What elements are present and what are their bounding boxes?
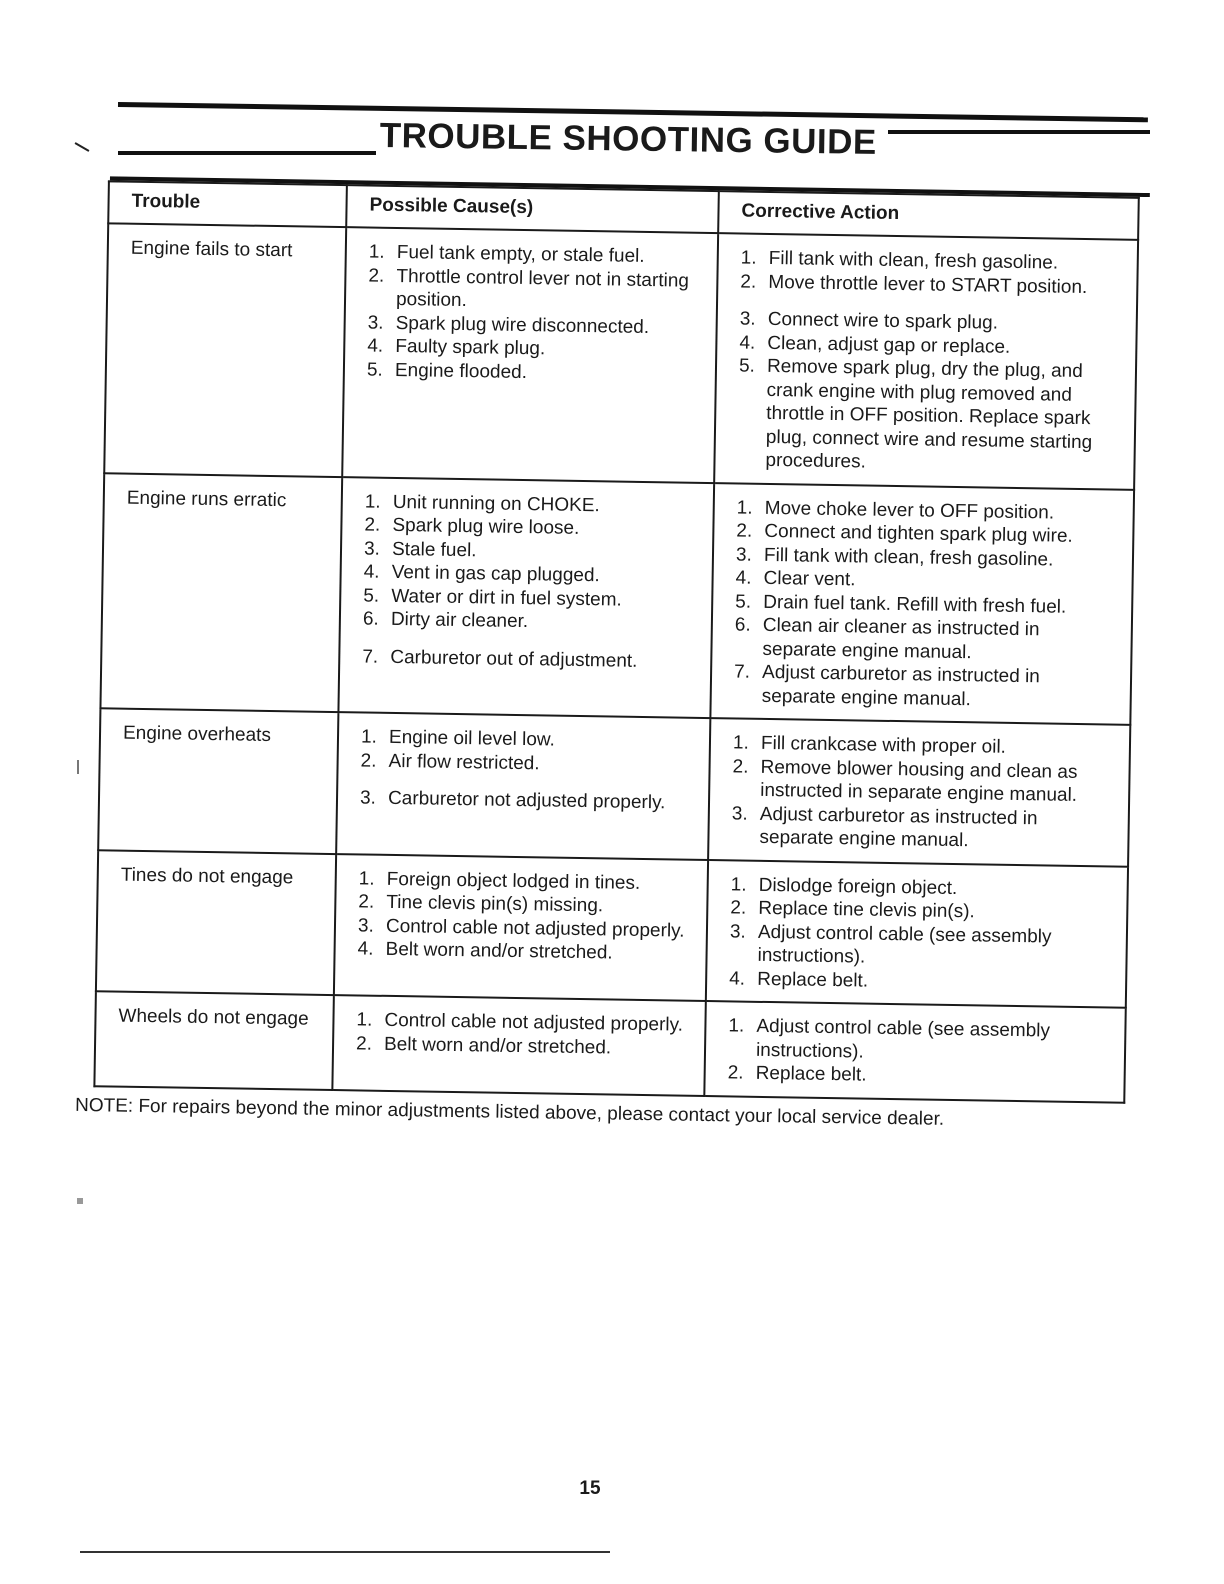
list-item: Belt worn and/or stretched. [385, 938, 613, 964]
scan-mark [75, 142, 90, 152]
list-item: Air flow restricted. [388, 750, 540, 774]
list-item: Replace belt. [757, 968, 869, 992]
list-item: Spark plug wire loose. [392, 514, 580, 539]
table-row [104, 223, 1138, 489]
causes-list [367, 241, 703, 387]
actions-cell [706, 860, 1128, 1008]
actions-list [737, 246, 1123, 478]
list-item: Clean, adjust gap or replace. [767, 332, 1011, 358]
causes-cell [342, 227, 718, 482]
causes-list [357, 867, 692, 966]
title-rule-left [118, 151, 376, 155]
title-rule-right [888, 130, 1150, 134]
actions-cell [704, 1001, 1125, 1102]
list-item: Unit running on CHOKE. [392, 491, 600, 516]
causes-list [360, 725, 695, 815]
causes-cell [338, 477, 714, 718]
list-item: Throttle control lever not in starting position. [395, 265, 690, 312]
list-item: Adjust carburetor as instructed in separate engine manual. [761, 661, 1040, 710]
header-trouble: Trouble [108, 181, 347, 227]
table-row [94, 991, 1125, 1102]
trouble-cell: Engine runs erratic [100, 473, 342, 712]
list-item: Control cable not adjusted properly. [384, 1009, 684, 1036]
list-item: Fill crankcase with proper oil. [760, 732, 1007, 758]
list-item: Move choke lever to OFF position. [764, 497, 1055, 524]
trouble-shooting-section [73, 176, 1128, 1133]
list-item: Remove spark plug, dry the plug, and crank engine with plug removed and throttle in OFF position. Replace spark plug, connect wire and resume starting procedures. [765, 355, 1093, 473]
list-item: Belt worn and/or stretched. [383, 1033, 612, 1059]
list-item: Stale fuel. [391, 538, 477, 561]
list-item: Carburetor out of adjustment. [390, 646, 638, 672]
list-item: Connect and tighten spark plug wire. [764, 520, 1073, 547]
actions-list [729, 873, 1113, 997]
header-possible-causes: Possible Cause(s) [346, 185, 719, 233]
list-item: Move throttle lever to START position. [768, 271, 1088, 298]
list-item: Replace tine clevis pin(s). [758, 897, 975, 923]
list-item: Fill tank with clean, fresh gasoline. [768, 247, 1059, 274]
list-item: Dislodge foreign object. [758, 874, 958, 899]
list-item: Vent in gas cap plugged. [391, 561, 600, 587]
page-title: TROUBLE SHOOTING GUIDE [379, 116, 878, 162]
list-item: Engine oil level low. [388, 726, 555, 751]
header-corrective-action: Corrective Action [718, 191, 1139, 240]
trouble-shooting-table [93, 180, 1139, 1103]
scan-mark [77, 760, 79, 774]
causes-cell [332, 995, 705, 1095]
actions-cell [710, 483, 1134, 725]
list-item: Adjust control cable (see assembly instructions). [755, 1015, 1051, 1063]
list-item: Dirty air cleaner. [390, 608, 529, 633]
list-item: Clear vent. [763, 567, 856, 591]
list-item: Remove blower housing and clean as instructed in separate engine manual. [760, 756, 1078, 806]
actions-list [731, 731, 1115, 855]
scan-mark [77, 1198, 83, 1204]
actions-cell [714, 233, 1138, 489]
list-item: Faulty spark plug. [395, 335, 546, 360]
list-item: Fuel tank empty, or stale fuel. [396, 241, 645, 267]
causes-list [362, 490, 699, 674]
table-row [100, 473, 1134, 725]
table-row [96, 850, 1128, 1008]
list-item: Foreign object lodged in tines. [386, 868, 641, 894]
trouble-cell: Tines do not engage [96, 850, 336, 995]
trouble-cell: Engine overheats [98, 708, 338, 853]
list-item: Engine flooded. [394, 359, 528, 383]
list-item: Water or dirt in fuel system. [391, 585, 622, 611]
bottom-rule [80, 1551, 610, 1553]
list-item: Clean air cleaner as instructed in separate engine manual. [762, 614, 1040, 663]
list-item: Tine clevis pin(s) missing. [386, 891, 604, 917]
list-item: Replace belt. [755, 1062, 867, 1086]
service-note: NOTE: For repairs beyond the minor adjustments listed above, please contact your local service dealer. [74, 1094, 945, 1130]
causes-cell [334, 854, 708, 1001]
actions-list [734, 496, 1119, 714]
trouble-cell: Engine fails to start [104, 223, 346, 476]
list-item: Fill tank with clean, fresh gasoline. [763, 544, 1054, 571]
list-item: Drain fuel tank. Refill with fresh fuel. [763, 591, 1067, 618]
causes-cell [336, 712, 710, 859]
page-number: 15 [579, 1478, 601, 1499]
list-item: Control cable not adjusted properly. [385, 915, 685, 942]
list-item: Connect wire to spark plug. [767, 308, 999, 334]
trouble-cell: Wheels do not engage [94, 991, 333, 1089]
table-row [98, 708, 1130, 866]
actions-cell [708, 718, 1130, 866]
list-item: Carburetor not adjusted properly. [387, 787, 666, 814]
causes-list [356, 1008, 691, 1060]
list-item: Adjust carburetor as instructed in separate engine manual. [759, 803, 1038, 852]
list-item: Adjust control cable (see assembly instructions). [757, 921, 1052, 968]
actions-list [727, 1014, 1110, 1091]
list-item: Spark plug wire disconnected. [395, 312, 650, 338]
